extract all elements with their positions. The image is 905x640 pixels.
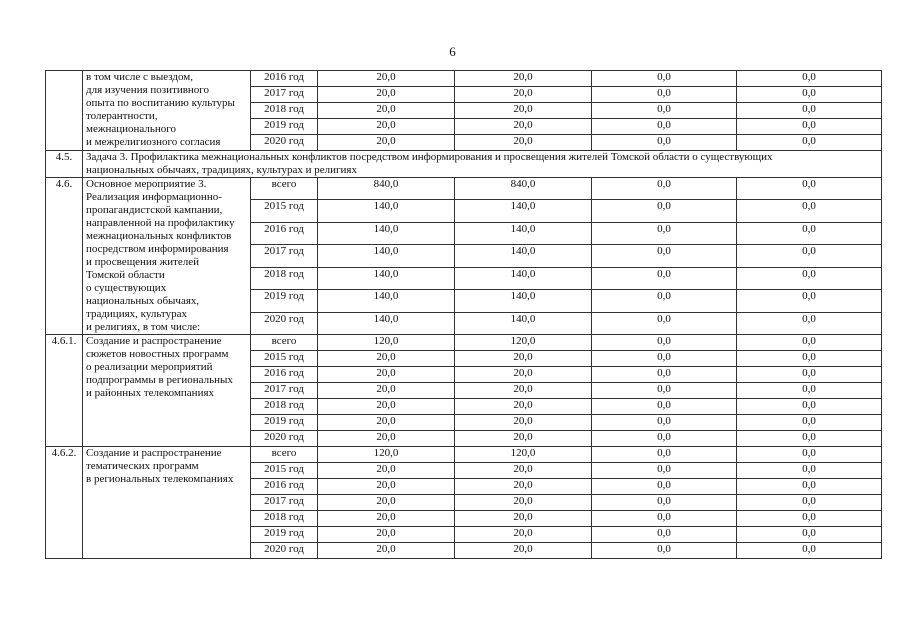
regional-budget-value: 20,0	[455, 543, 592, 559]
other-source-value: 0,0	[737, 447, 882, 463]
regional-budget-value: 140,0	[455, 267, 592, 289]
total-value: 20,0	[318, 71, 455, 87]
activity-description	[83, 71, 251, 151]
year-cell: 2019 год	[251, 527, 318, 543]
regional-budget-value: 20,0	[455, 71, 592, 87]
year-cell: 2020 год	[251, 431, 318, 447]
regional-budget-value: 140,0	[455, 290, 592, 312]
year-cell: 2020 год	[251, 543, 318, 559]
federal-budget-value: 0,0	[592, 71, 737, 87]
total-value: 140,0	[318, 267, 455, 289]
total-value: 140,0	[318, 290, 455, 312]
year-cell: 2016 год	[251, 222, 318, 244]
regional-budget-value: 20,0	[455, 511, 592, 527]
year-cell: 2020 год	[251, 135, 318, 151]
row-code: 4.6.2.	[46, 447, 83, 559]
regional-budget-value: 20,0	[455, 135, 592, 151]
total-value: 120,0	[318, 335, 455, 351]
year-cell: 2015 год	[251, 463, 318, 479]
total-value: 20,0	[318, 119, 455, 135]
regional-budget-value: 20,0	[455, 119, 592, 135]
year-cell: 2016 год	[251, 479, 318, 495]
task-row	[46, 151, 882, 178]
description-line: Реализация информационно-	[86, 191, 222, 203]
other-source-value: 0,0	[737, 135, 882, 151]
budget-table	[45, 70, 882, 559]
federal-budget-value: 0,0	[592, 200, 737, 222]
regional-budget-value: 140,0	[455, 312, 592, 334]
total-value: 20,0	[318, 135, 455, 151]
table-row	[46, 178, 882, 200]
description-line: подпрограммы в региональных	[86, 374, 233, 386]
federal-budget-value: 0,0	[592, 290, 737, 312]
total-value: 20,0	[318, 399, 455, 415]
description-line: Создание и распространение	[86, 335, 222, 347]
year-cell: 2019 год	[251, 290, 318, 312]
year-cell: всего	[251, 335, 318, 351]
regional-budget-value: 20,0	[455, 383, 592, 399]
task-line: Задача 3. Профилактика межнациональных конфликтов посредством информирования и просвещения жителей Томской области о существующих	[86, 151, 773, 163]
description-line: и межрелигиозного согласия	[86, 136, 221, 148]
regional-budget-value: 140,0	[455, 200, 592, 222]
total-value: 120,0	[318, 447, 455, 463]
description-line: Создание и распространение	[86, 447, 222, 459]
year-cell: 2017 год	[251, 495, 318, 511]
description-line: межнациональных конфликтов	[86, 230, 232, 242]
task-line: национальных обычаях, традициях, культурах и религиях	[86, 164, 357, 176]
federal-budget-value: 0,0	[592, 267, 737, 289]
other-source-value: 0,0	[737, 367, 882, 383]
federal-budget-value: 0,0	[592, 383, 737, 399]
year-cell: 2015 год	[251, 351, 318, 367]
year-cell: 2018 год	[251, 103, 318, 119]
federal-budget-value: 0,0	[592, 543, 737, 559]
other-source-value: 0,0	[737, 527, 882, 543]
federal-budget-value: 0,0	[592, 119, 737, 135]
other-source-value: 0,0	[737, 222, 882, 244]
total-value: 20,0	[318, 463, 455, 479]
year-cell: 2019 год	[251, 119, 318, 135]
federal-budget-value: 0,0	[592, 447, 737, 463]
total-value: 20,0	[318, 479, 455, 495]
total-value: 840,0	[318, 178, 455, 200]
other-source-value: 0,0	[737, 178, 882, 200]
regional-budget-value: 140,0	[455, 245, 592, 267]
total-value: 140,0	[318, 200, 455, 222]
year-cell: 2018 год	[251, 399, 318, 415]
federal-budget-value: 0,0	[592, 135, 737, 151]
year-cell: 2017 год	[251, 383, 318, 399]
description-line: сюжетов новостных программ	[86, 348, 229, 360]
federal-budget-value: 0,0	[592, 431, 737, 447]
federal-budget-value: 0,0	[592, 103, 737, 119]
regional-budget-value: 20,0	[455, 527, 592, 543]
regional-budget-value: 120,0	[455, 447, 592, 463]
federal-budget-value: 0,0	[592, 415, 737, 431]
other-source-value: 0,0	[737, 71, 882, 87]
regional-budget-value: 20,0	[455, 367, 592, 383]
total-value: 140,0	[318, 222, 455, 244]
other-source-value: 0,0	[737, 290, 882, 312]
description-line: направленной на профилактику	[86, 217, 235, 229]
description-line: о существующих	[86, 282, 167, 294]
other-source-value: 0,0	[737, 495, 882, 511]
year-cell: 2016 год	[251, 71, 318, 87]
regional-budget-value: 120,0	[455, 335, 592, 351]
total-value: 20,0	[318, 103, 455, 119]
federal-budget-value: 0,0	[592, 367, 737, 383]
federal-budget-value: 0,0	[592, 335, 737, 351]
regional-budget-value: 20,0	[455, 351, 592, 367]
description-line: национальных обычаях,	[86, 295, 200, 307]
other-source-value: 0,0	[737, 87, 882, 103]
description-line: Томской области	[86, 269, 165, 281]
year-cell: 2017 год	[251, 245, 318, 267]
federal-budget-value: 0,0	[592, 178, 737, 200]
other-source-value: 0,0	[737, 103, 882, 119]
federal-budget-value: 0,0	[592, 511, 737, 527]
other-source-value: 0,0	[737, 463, 882, 479]
regional-budget-value: 20,0	[455, 399, 592, 415]
federal-budget-value: 0,0	[592, 479, 737, 495]
activity-description	[83, 447, 251, 559]
row-code: 4.6.	[46, 178, 83, 335]
year-cell: 2015 год	[251, 200, 318, 222]
other-source-value: 0,0	[737, 415, 882, 431]
total-value: 20,0	[318, 367, 455, 383]
federal-budget-value: 0,0	[592, 351, 737, 367]
regional-budget-value: 20,0	[455, 431, 592, 447]
total-value: 140,0	[318, 312, 455, 334]
year-cell: всего	[251, 178, 318, 200]
description-line: в том числе с выездом,	[86, 71, 194, 83]
other-source-value: 0,0	[737, 351, 882, 367]
row-code-cell	[46, 71, 83, 151]
other-source-value: 0,0	[737, 335, 882, 351]
other-source-value: 0,0	[737, 312, 882, 334]
regional-budget-value: 20,0	[455, 415, 592, 431]
other-source-value: 0,0	[737, 543, 882, 559]
table-row	[46, 447, 882, 463]
description-line: в региональных телекомпаниях	[86, 473, 234, 485]
total-value: 20,0	[318, 495, 455, 511]
federal-budget-value: 0,0	[592, 495, 737, 511]
year-cell: 2016 год	[251, 367, 318, 383]
year-cell: 2018 год	[251, 511, 318, 527]
description-line: и районных телекомпаниях	[86, 387, 215, 399]
total-value: 20,0	[318, 383, 455, 399]
description-line: для изучения позитивного	[86, 84, 210, 96]
other-source-value: 0,0	[737, 267, 882, 289]
total-value: 20,0	[318, 415, 455, 431]
description-line: тематических программ	[86, 460, 199, 472]
other-source-value: 0,0	[737, 200, 882, 222]
year-cell: 2019 год	[251, 415, 318, 431]
federal-budget-value: 0,0	[592, 87, 737, 103]
year-cell: всего	[251, 447, 318, 463]
total-value: 20,0	[318, 351, 455, 367]
other-source-value: 0,0	[737, 383, 882, 399]
activity-description	[83, 335, 251, 447]
total-value: 20,0	[318, 511, 455, 527]
year-cell: 2020 год	[251, 312, 318, 334]
other-source-value: 0,0	[737, 431, 882, 447]
description-line: Основное мероприятие 3.	[86, 178, 207, 190]
other-source-value: 0,0	[737, 119, 882, 135]
activity-description	[83, 178, 251, 335]
task-description	[83, 151, 882, 178]
description-line: толерантности,	[86, 110, 158, 122]
federal-budget-value: 0,0	[592, 527, 737, 543]
description-line: о реализации мероприятий	[86, 361, 213, 373]
description-line: межнационального	[86, 123, 176, 135]
federal-budget-value: 0,0	[592, 463, 737, 479]
other-source-value: 0,0	[737, 399, 882, 415]
task-code: 4.5.	[46, 151, 83, 178]
total-value: 20,0	[318, 543, 455, 559]
regional-budget-value: 20,0	[455, 87, 592, 103]
year-cell: 2018 год	[251, 267, 318, 289]
description-line: традициях, культурах	[86, 308, 187, 320]
description-line: опыта по воспитанию культуры	[86, 97, 235, 109]
other-source-value: 0,0	[737, 511, 882, 527]
total-value: 20,0	[318, 431, 455, 447]
total-value: 20,0	[318, 527, 455, 543]
regional-budget-value: 20,0	[455, 463, 592, 479]
page-number: 6	[449, 44, 456, 59]
other-source-value: 0,0	[737, 479, 882, 495]
year-cell: 2017 год	[251, 87, 318, 103]
description-line: посредством информирования	[86, 243, 229, 255]
row-code: 4.6.1.	[46, 335, 83, 447]
description-line: пропагандистской кампании,	[86, 204, 223, 216]
total-value: 20,0	[318, 87, 455, 103]
total-value: 140,0	[318, 245, 455, 267]
table-row	[46, 71, 882, 87]
table-row	[46, 335, 882, 351]
regional-budget-value: 20,0	[455, 479, 592, 495]
federal-budget-value: 0,0	[592, 312, 737, 334]
other-source-value: 0,0	[737, 245, 882, 267]
regional-budget-value: 840,0	[455, 178, 592, 200]
regional-budget-value: 20,0	[455, 103, 592, 119]
description-line: и религиях, в том числе:	[86, 321, 201, 333]
regional-budget-value: 140,0	[455, 222, 592, 244]
description-line: и просвещения жителей	[86, 256, 200, 268]
federal-budget-value: 0,0	[592, 222, 737, 244]
federal-budget-value: 0,0	[592, 399, 737, 415]
federal-budget-value: 0,0	[592, 245, 737, 267]
regional-budget-value: 20,0	[455, 495, 592, 511]
